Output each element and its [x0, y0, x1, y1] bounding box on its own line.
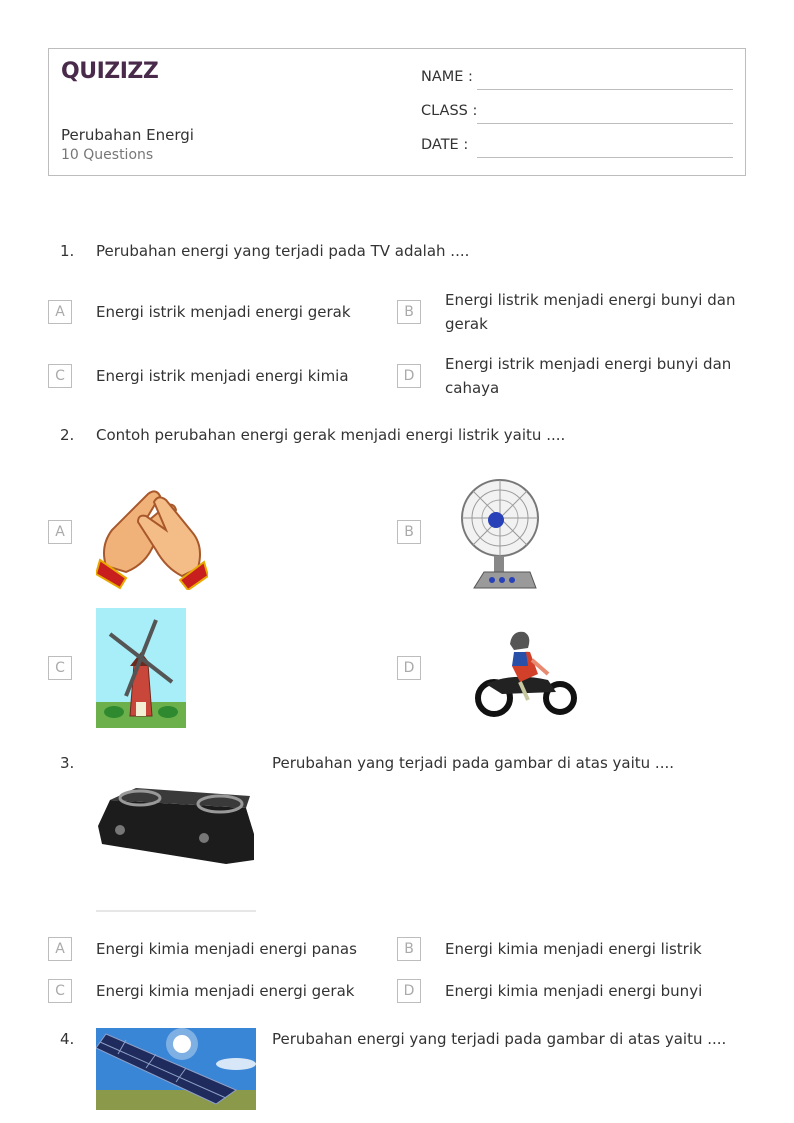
- question-1-option-a-box[interactable]: A: [48, 300, 72, 324]
- question-3-option-a-box[interactable]: A: [48, 937, 72, 961]
- electric-fan-image: [460, 476, 544, 592]
- name-label: NAME :: [421, 69, 473, 85]
- quizizz-logo: QUIZIZZ: [61, 59, 159, 84]
- clapping-hands-image: [96, 486, 208, 590]
- question-1-option-d-text: Energi istrik menjadi energi bunyi dan cahaya: [445, 355, 732, 397]
- question-2-option-d-box[interactable]: D: [397, 656, 421, 680]
- question-1-option-c-text: Energi istrik menjadi energi kimia: [96, 367, 349, 385]
- class-label: CLASS :: [421, 103, 478, 119]
- solar-panel-image: [96, 1028, 256, 1110]
- windmill-image: [96, 608, 186, 728]
- question-1-text: Perubahan energi yang terjadi pada TV adalah ....: [96, 242, 470, 260]
- question-1-option-a-text: Energi istrik menjadi energi gerak: [96, 303, 351, 321]
- question-3-option-d-box[interactable]: D: [397, 979, 421, 1003]
- question-2-option-c-box[interactable]: C: [48, 656, 72, 680]
- question-4-number: 4.: [60, 1030, 75, 1048]
- question-3-text: Perubahan yang terjadi pada gambar di atas yaitu ....: [272, 754, 674, 772]
- date-line[interactable]: [477, 157, 733, 158]
- gas-stove-image: [96, 752, 256, 912]
- question-4-text: Perubahan energi yang terjadi pada gambar di atas yaitu ....: [272, 1030, 727, 1048]
- date-label: DATE :: [421, 137, 469, 153]
- motorcycle-rider-image: [472, 622, 580, 720]
- question-3-option-a-text: Energi kimia menjadi energi panas: [96, 940, 357, 958]
- worksheet-header: [48, 48, 746, 176]
- question-3-option-c-text: Energi kimia menjadi energi gerak: [96, 982, 355, 1000]
- class-line[interactable]: [477, 123, 733, 124]
- name-line[interactable]: [477, 89, 733, 90]
- question-2-text: Contoh perubahan energi gerak menjadi energi listrik yaitu ....: [96, 426, 566, 444]
- question-1-option-d-box[interactable]: D: [397, 364, 421, 388]
- question-3-option-c-box[interactable]: C: [48, 979, 72, 1003]
- question-1-number: 1.: [60, 242, 75, 260]
- question-1-option-b-text: Energi listrik menjadi energi bunyi dan gerak: [445, 291, 736, 333]
- worksheet-title: Perubahan Energi: [61, 126, 194, 144]
- question-2-number: 2.: [60, 426, 75, 444]
- question-3-option-d-text: Energi kimia menjadi energi bunyi: [445, 982, 703, 1000]
- question-1-option-b-box[interactable]: B: [397, 300, 421, 324]
- question-1-option-c-box[interactable]: C: [48, 364, 72, 388]
- question-2-option-a-box[interactable]: A: [48, 520, 72, 544]
- question-3-option-b-box[interactable]: B: [397, 937, 421, 961]
- question-3-option-b-text: Energi kimia menjadi energi listrik: [445, 940, 702, 958]
- question-count: 10 Questions: [61, 147, 154, 163]
- question-3-number: 3.: [60, 754, 75, 772]
- question-2-option-b-box[interactable]: B: [397, 520, 421, 544]
